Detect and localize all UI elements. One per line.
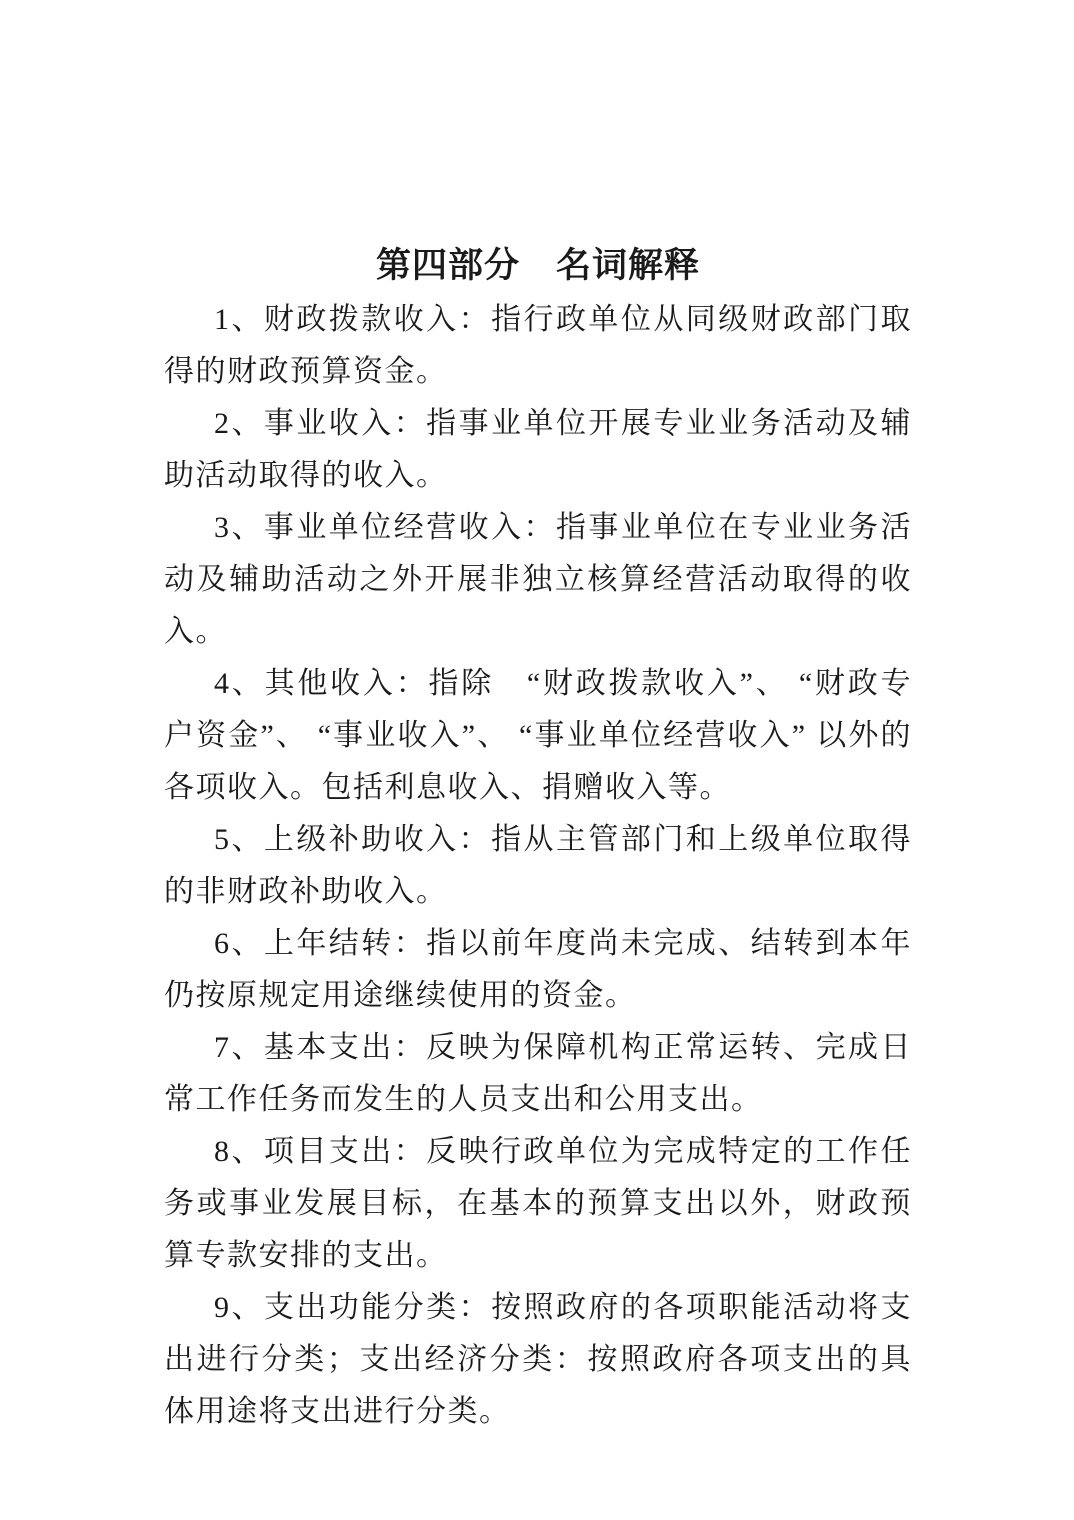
definition-paragraph-9: 9、支出功能分类：按照政府的各项职能活动将支出进行分类；支出经济分类：按照政府各项支出的具体用途将支出进行分类。 [164, 1291, 912, 1428]
definition-paragraph-3: 3、事业单位经营收入：指事业单位在专业业务活动及辅助活动之外开展非独立核算经营活动取得的收入。 [164, 511, 912, 648]
definitions-list [164, 294, 912, 1438]
definition-paragraph-7: 7、基本支出：反映为保障机构正常运转、完成日常工作任务而发生的人员支出和公用支出。 [164, 1031, 912, 1116]
definition-paragraph-1: 1、财政拨款收入：指行政单位从同级财政部门取得的财政预算资金。 [164, 303, 912, 388]
definition-paragraph-6: 6、上年结转：指以前年度尚未完成、结转到本年仍按原规定用途继续使用的资金。 [164, 927, 912, 1012]
section-title: 第四部分 名词解释 [375, 246, 700, 285]
definition-paragraph-5: 5、上级补助收入：指从主管部门和上级单位取得的非财政补助收入。 [164, 823, 912, 908]
definition-paragraph-8: 8、项目支出：反映行政单位为完成特定的工作任务或事业发展目标，在基本的预算支出以外，财政预算专款安排的支出。 [164, 1135, 912, 1272]
definition-paragraph-4: 4、其他收入：指除 “财政拨款收入”、 “财政专户资金”、 “事业收入”、 “事业单位经营收入” 以外的各项收入。包括利息收入、捐赠收入等。 [164, 667, 912, 804]
definition-paragraph-2: 2、事业收入：指事业单位开展专业业务活动及辅助活动取得的收入。 [164, 407, 912, 492]
